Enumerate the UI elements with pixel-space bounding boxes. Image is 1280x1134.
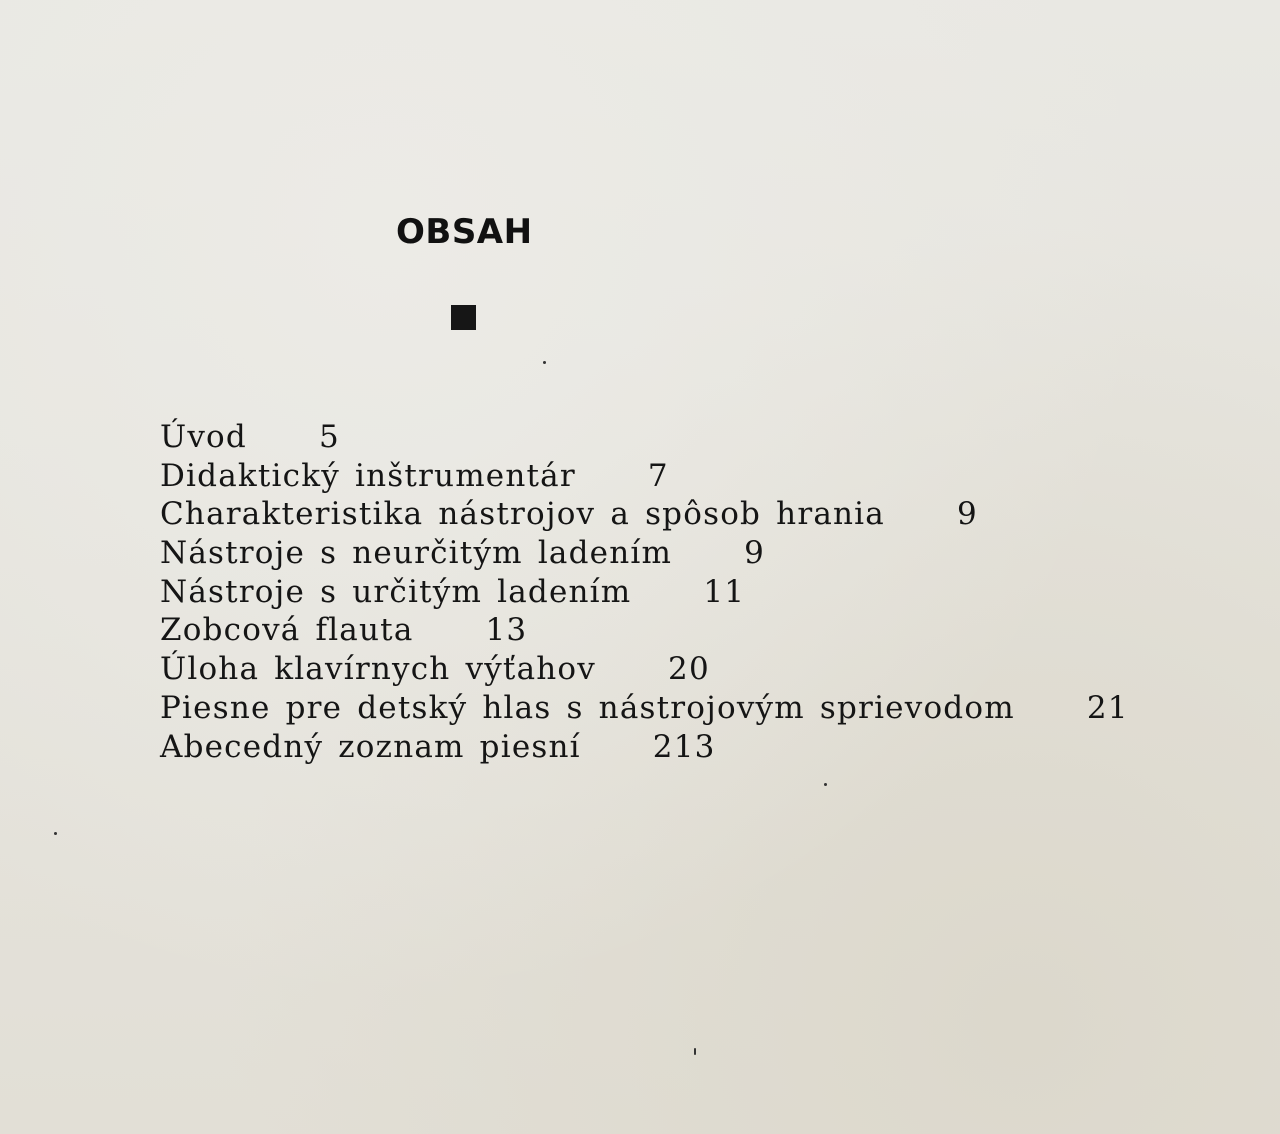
toc-entry (160, 689, 1129, 728)
toc-entry-page: 5 (318, 419, 340, 455)
toc-entry-page: 213 (652, 728, 716, 765)
toc-entry-label: Charakteristika nástrojov a spôsob hrania (160, 496, 885, 533)
toc-entry-label: Úvod (160, 419, 247, 455)
toc-entry-page: 9 (956, 496, 978, 533)
toc-entry-label: Nástroje s neurčitým ladením (160, 535, 673, 572)
toc-entry (160, 534, 1129, 573)
toc-entry-label: Piesne pre detský hlas s nástrojovým sprievodom (160, 689, 1015, 726)
toc-entry-page: 9 (744, 535, 766, 572)
page-title: OBSAH (396, 212, 533, 252)
toc-entry (160, 573, 1129, 612)
toc-entry-page: 7 (647, 457, 669, 494)
toc-entry-page: 11 (703, 573, 746, 610)
toc-entry-page: 13 (485, 612, 528, 649)
toc-entry-label: Úloha klavírnych výťahov (160, 651, 597, 688)
square-ornament-icon (451, 305, 476, 330)
toc-entry-page: 21 (1086, 689, 1129, 726)
table-of-contents (160, 418, 1129, 766)
paper-speck (694, 1048, 696, 1055)
toc-entry-label: Abecedný zoznam piesní (160, 728, 581, 765)
toc-entry-page: 20 (668, 651, 710, 688)
paper-speck (54, 832, 57, 835)
toc-entry-label: Zobcová flauta (160, 612, 414, 649)
toc-entry (160, 495, 1129, 534)
paper-speck (543, 361, 546, 364)
toc-entry (160, 457, 1129, 496)
toc-entry (160, 418, 1129, 457)
paper-speck (824, 783, 827, 786)
toc-entry (160, 611, 1129, 650)
toc-entry (160, 728, 1129, 767)
toc-entry (160, 650, 1129, 689)
toc-entry-label: Nástroje s určitým ladením (160, 573, 632, 610)
toc-entry-label: Didaktický inštrumentár (160, 457, 576, 494)
